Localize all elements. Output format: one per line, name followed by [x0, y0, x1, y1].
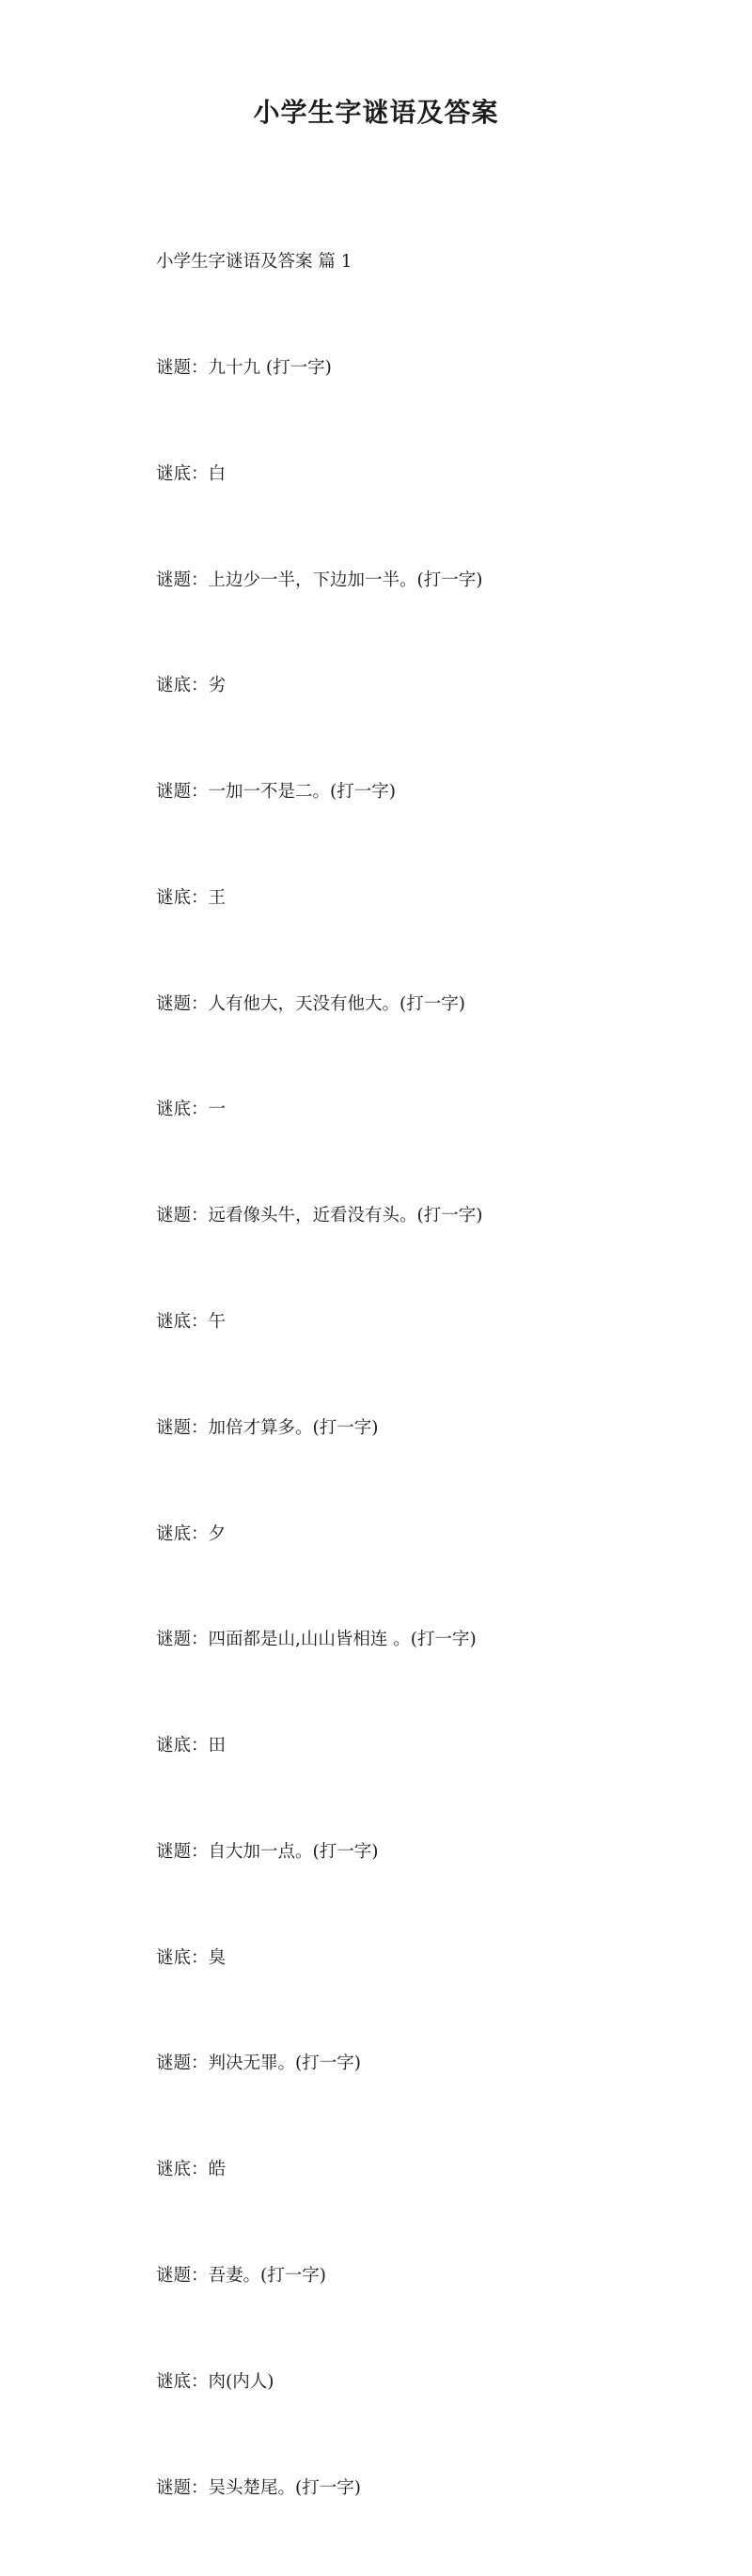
answer-line: 谜底：肉(内人) [156, 2371, 274, 2392]
riddle-line: 谜题：吾妻。(打一字) [156, 2266, 326, 2287]
riddle-line: 谜题：一加一不是二。(打一字) [156, 782, 396, 803]
answer-line: 谜底：午 [156, 1312, 227, 1332]
answer-line: 谜底：皓 [156, 2160, 227, 2180]
riddle-line: 谜题：九十九 (打一字) [156, 357, 332, 378]
riddle-line: 谜题：上边少一半，下边加一半。(打一字) [156, 570, 483, 590]
answer-line: 谜底：臭 [156, 1947, 227, 1968]
document-body [156, 174, 682, 2576]
answer-line: 谜底：夕 [156, 1523, 227, 1544]
answer-line: 谜底：一 [156, 1100, 227, 1120]
answer-line: 谜底：王 [156, 887, 227, 908]
riddle-line: 谜题：吴头楚尾。(打一字) [156, 2477, 361, 2498]
answer-line: 谜底：田 [156, 1736, 227, 1756]
riddle-line: 谜题：远看像头牛，近看没有头。(打一字) [156, 1206, 483, 1226]
riddle-line: 谜题：四面都是山,山山皆相连 。(打一字) [156, 1630, 477, 1650]
answer-line: 谜底：白 [156, 463, 227, 484]
section-heading: 小学生字谜语及答案 篇 1 [156, 252, 352, 273]
riddle-line: 谜题：加倍才算多。(打一字) [156, 1417, 379, 1438]
page-title: 小学生字谜语及答案 [253, 97, 499, 128]
riddle-line: 谜题：人有他大，天没有他大。(打一字) [156, 993, 465, 1014]
riddle-line: 谜题：自大加一点。(打一字) [156, 1841, 379, 1862]
riddle-line: 谜题：判决无罪。(打一字) [156, 2053, 361, 2074]
answer-line: 谜底：劣 [156, 676, 227, 696]
